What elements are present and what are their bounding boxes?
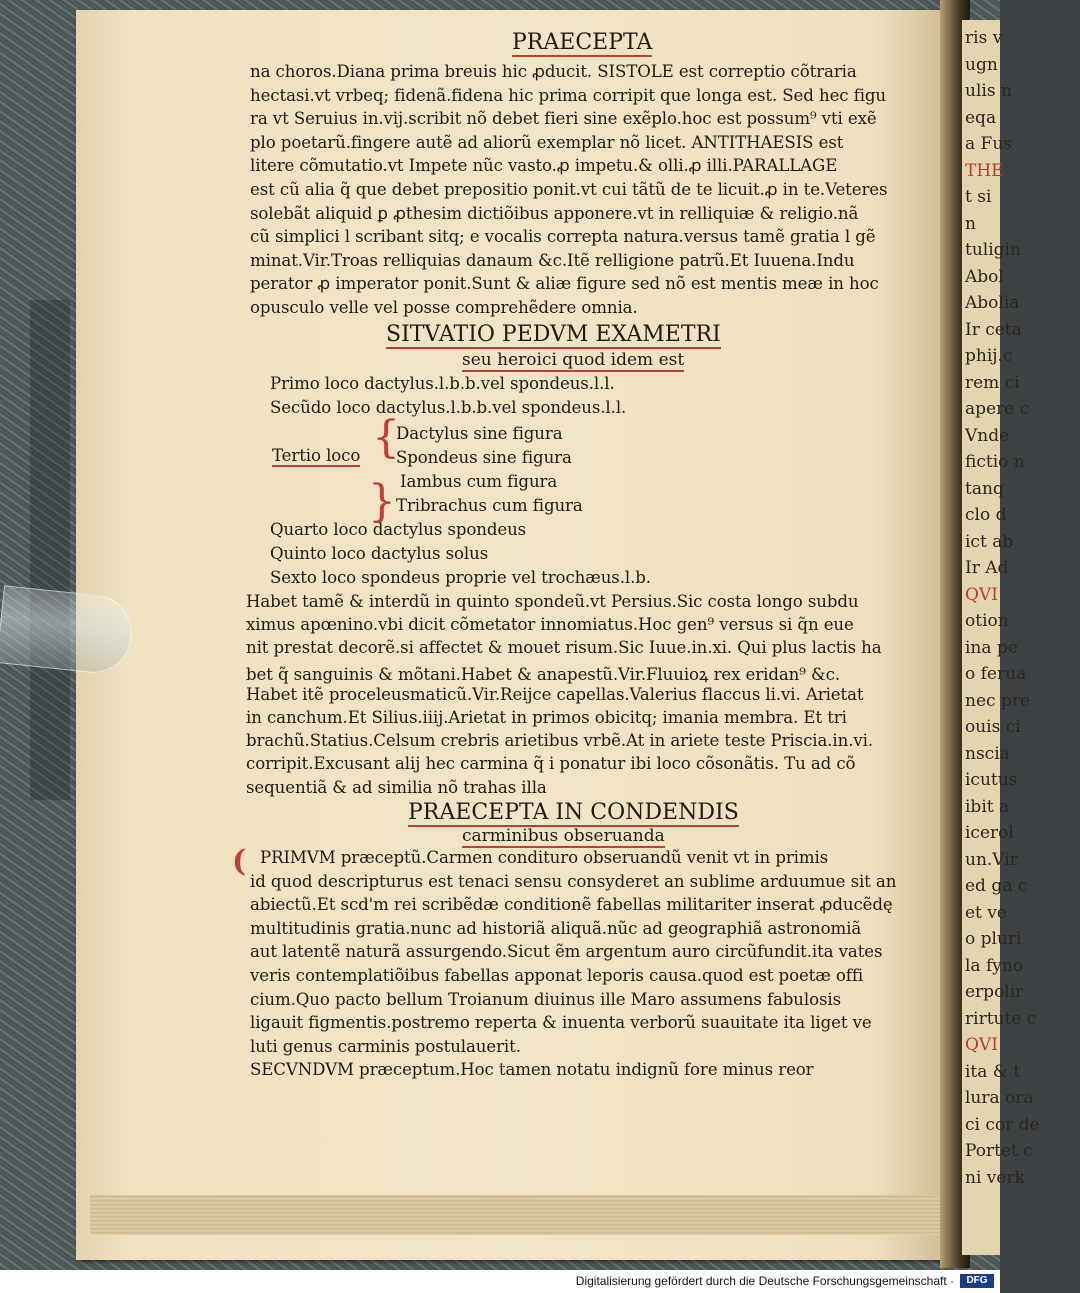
facing-page-line: phij.c [965, 346, 1013, 366]
facing-page-line: ci cor de [965, 1114, 1040, 1135]
facing-page-line: lura ora [965, 1088, 1034, 1108]
text-line: luti genus carminis postulauerit. [250, 1036, 521, 1056]
facing-page-line: icerol [965, 823, 1014, 843]
facing-page-line: icutus [965, 770, 1018, 790]
facing-page-line: nec pre [965, 690, 1031, 711]
facing-page-line: o ferua [965, 664, 1027, 684]
facing-page-line: la fyno [965, 955, 1024, 976]
text-line: ligauit figmentis.postremo reperta & inuenta verborũ suauitate ita liget ve [250, 1013, 872, 1033]
facing-page-line: a Fus [965, 134, 1013, 154]
red-initial-mark: ( [232, 844, 247, 879]
facing-page-line: t si [965, 187, 992, 207]
facing-page-line: ugn [965, 54, 998, 75]
text-line: PRIMVM præceptũ.Carmen condituro obseruandũ venit vt in primis [260, 848, 829, 867]
foot-line-secundo: Secũdo loco dactylus.l.b.b.vel spondeus.l.l. [270, 398, 627, 417]
facing-page-line: tuligin [965, 240, 1021, 260]
facing-page-line: QVI [965, 1035, 998, 1055]
facing-page-line: Vnde [965, 425, 1010, 446]
text-line: ximus apœnino.vbi dicit cõmetator innomiatus.Hoc gen⁹ versus si q̃n eue [246, 615, 854, 635]
facing-page-line: Ir Ad [965, 558, 1009, 578]
text-line: hectasi.vt vrbeq; fidenã.fidena hic prima corripit que longa est. Sed hec figu [250, 85, 887, 105]
tertio-item-4: Tribrachus cum figura [396, 496, 583, 515]
funding-notice: Digitalisierung gefördert durch die Deutsche Forschungsgemeinschaft · [575, 1274, 954, 1288]
text-line: sequentiã & ad similia nõ trahas illa [246, 777, 547, 797]
facing-page-line: et ve [965, 902, 1007, 923]
text-line: perator ꝓ imperator ponit.Sunt & aliæ figure sed nõ est mentis meæ in hoc [250, 274, 879, 294]
text-line: bet q̃ sanguinis & mõtani.Habet & anapestũ.Vir.Fluuioꝝ rex eridan⁹ &c. [246, 664, 840, 684]
facing-page-line: ibit a [965, 796, 1010, 817]
text-line: na choros.Diana prima breuis hic ꝓducit. SISTOLE est correptio cõtraria [250, 62, 857, 81]
facing-page-line: rirtute c [965, 1008, 1037, 1029]
facing-page-line: ulis n [965, 81, 1012, 101]
foot-line-quarto: Quarto loco dactylus spondeus [270, 520, 527, 539]
facing-page-line: nscia [965, 743, 1010, 764]
facing-page-line: ed ga c [965, 876, 1028, 896]
facing-page-line: ni verk [965, 1167, 1025, 1188]
facing-page-line: ina pe [965, 637, 1018, 658]
section-title-situatio: SITVATIO PEDVM EXAMETRI [386, 322, 721, 347]
facing-page-line: rem ci [965, 372, 1020, 393]
text-line: est cũ alia q̃ que debet prepositio ponit.vt cui tãtũ de te licuit.ꝓ in te.Veteres [250, 180, 888, 199]
section-title-praecepta: PRAECEPTA IN CONDENDIS [408, 800, 739, 825]
text-line: aut latentẽ naturã assurgendo.Sicut ẽm argentum auro circũfundit.ita vates [250, 942, 883, 962]
facing-page-line: Abol [965, 266, 1004, 287]
text-line: SECVNDVM præceptum.Hoc tamen notatu indignũ fore minus reor [250, 1060, 814, 1080]
text-line: corripit.Excusant alij hec carmina q̃ i ponatur ibi loco cõsonãtis. Tu ad cõ [246, 754, 856, 774]
tertio-item-3: Iambus cum figura [400, 472, 558, 491]
tertio-item-1: Dactylus sine figura [396, 424, 563, 443]
text-line: Habet itẽ proceleusmaticũ.Vir.Reijce capellas.Valerius flaccus li.vi. Arietat [246, 684, 864, 704]
facing-page-line: fictio n [965, 452, 1025, 472]
text-line: veris contemplatiõibus fabellas apponat leporis causa.quod est poetæ offi [250, 966, 864, 985]
facing-page-line: QVI [965, 584, 998, 605]
facing-page-line: clo d [965, 505, 1007, 525]
facing-page-line: THE [965, 160, 1004, 181]
brace-top-mark: { [372, 412, 400, 463]
facing-page-line: Portet c [965, 1141, 1033, 1161]
text-line: cũ simplici l scribant sitq; e vocalis correpta natura.versus tamẽ gratia l gẽ [250, 227, 876, 247]
text-line: id quod descripturus est tenaci sensu consyderet an sublime arduumue sit an [250, 871, 897, 891]
foot-line-sexto: Sexto loco spondeus proprie vel trochæus.l.b. [270, 568, 651, 587]
footer-bar [0, 1270, 1000, 1293]
facing-page-line: otion [965, 611, 1009, 631]
facing-page-line: eqa [965, 107, 997, 128]
text-line: opusculo velle vel posse comprehẽdere omnia. [250, 298, 638, 317]
facing-page-line: ris v [965, 28, 1003, 48]
facing-page-line: un.Vir [965, 849, 1018, 870]
tertio-label: Tertio loco [272, 446, 361, 465]
text-line: plo poetarũ.fingere autẽ ad aliorũ exemplar nõ licet. ANTITHAESIS est [250, 132, 844, 152]
facing-page-line: ouis ci [965, 717, 1021, 737]
dfg-logo: DFG [960, 1274, 994, 1288]
facing-page-line: erpolir [965, 982, 1024, 1002]
text-line: solebãt aliquid ꝑ ꝓthesim dictiõibus apponere.vt in relliquiæ & religio.nã [250, 203, 859, 223]
text-line: ra vt Seruius in.vij.scribit nõ debet fieri sine exẽplo.hoc est possum⁹ vti exẽ [250, 109, 877, 129]
facing-page-line: ita & t [965, 1061, 1021, 1082]
text-line: brachũ.Statius.Celsum crebris arietibus vrbẽ.At in ariete teste Priscia.in.vi. [246, 731, 874, 751]
text-line: minat.Vir.Troas relliquias danaum &c.Itẽ relligione patrũ.Et Iuuena.Indu [250, 250, 855, 270]
text-line: abiectũ.Et scd'm rei scribẽdæ conditionẽ fabellas militariter inserat ꝓducẽdę [250, 895, 893, 915]
text-line: litere cõmutatio.vt Impete nũc vasto.ꝓ impetu.& olli.ꝓ illi.PARALLAGE [250, 156, 838, 176]
text-line: in canchum.Et Silius.iiij.Arietat in primos obicitq; imania membra. Et tri [246, 708, 847, 727]
facing-page-line: Abolia [965, 293, 1020, 313]
foot-line-quinto: Quinto loco dactylus solus [270, 544, 489, 563]
text-line: cium.Quo pacto bellum Troianum diuinus ille Maro assumens fabulosis [250, 989, 842, 1009]
facing-page-line: o pluri [965, 929, 1022, 949]
text-line: nit prestat decorẽ.si affectet & mouet risum.Sic Iuue.in.xi. Qui plus lactis ha [246, 638, 882, 658]
text-line: Habet tamẽ & interdũ in quinto spondeũ.vt Persius.Sic costa longo subdu [246, 592, 859, 611]
facing-page-line: Ir ceta [965, 319, 1022, 340]
section-subtitle-praecepta: carminibus obseruanda [462, 826, 665, 846]
facing-page-line: n [965, 213, 976, 234]
facing-page-line: apere c [965, 399, 1030, 419]
foot-line-primo: Primo loco dactylus.l.b.b.vel spondeus.l.l. [270, 374, 615, 393]
facing-page-line: tanq [965, 478, 1004, 499]
section-subtitle-situatio: seu heroici quod idem est [462, 350, 685, 370]
running-header: PRAECEPTA [512, 30, 653, 55]
tertio-item-2: Spondeus sine figura [396, 448, 572, 467]
facing-page-line: ict ab [965, 531, 1014, 552]
text-line: multitudinis gratia.nunc ad historiã aliquã.nũc ad geographiã astronomiã [250, 918, 862, 938]
brace-bottom-mark: } [368, 476, 396, 527]
